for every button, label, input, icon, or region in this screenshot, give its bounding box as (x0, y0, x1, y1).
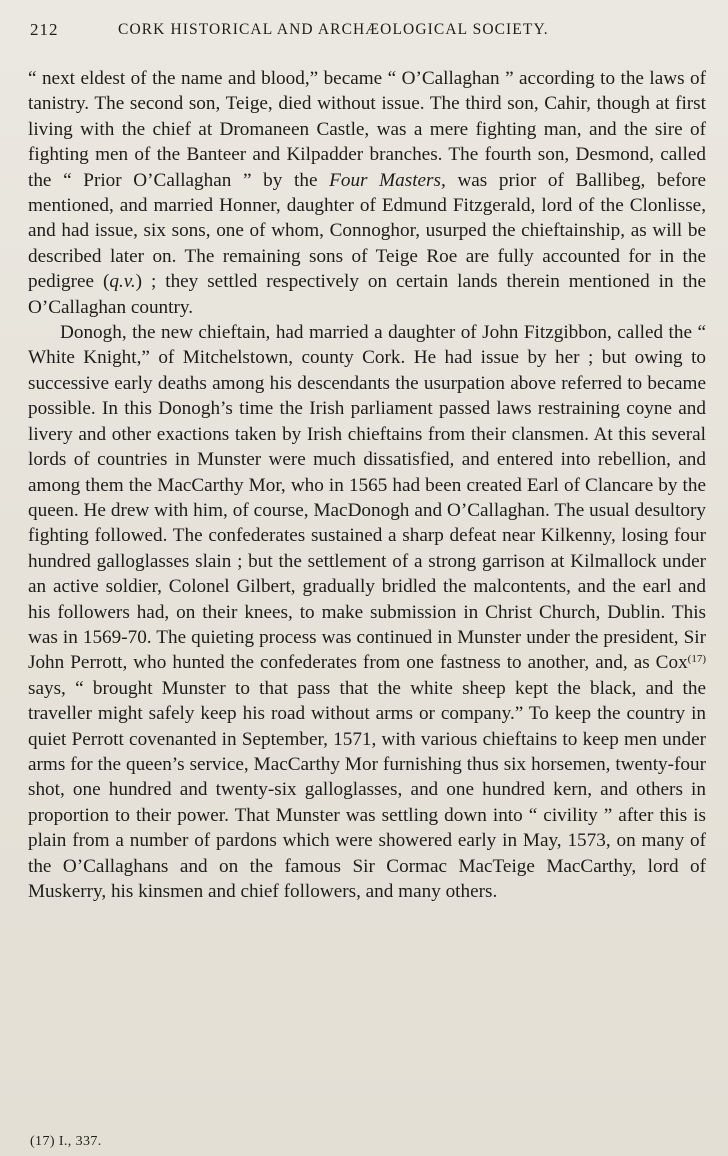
footnote: (17) I., 337. (30, 1134, 102, 1149)
page-header (30, 20, 698, 44)
italic-title-four-masters: Four Masters, (329, 169, 446, 191)
paragraph-1 (28, 66, 706, 320)
paragraph-1-text-a: “ next eldest of the name and blood,” became “ O’Callaghan ” according to the laws of tanistry. The second son, Teige, died without issue. The third son, Cahir, though at first living with the chief at Dromaneen Castle, was a mere fighting man, and the sire of fighting men of the Banteer and Kilpadder branches. The fourth son, Desmond, called the “ Prior O’Callaghan ” by the (28, 68, 706, 191)
footnote-reference: (17) (687, 653, 706, 666)
paragraph-2-text-b: says, “ brought Munster to that pass that the white sheep kept the black, and the traveller might safely keep his road without arms or company.” To keep the country in quiet Perrott covenanted in September, 1571, with various chieftains to keep men under arms for the queen’s service, MacCarthy Mor furnishing thus six horsemen, twenty-four shot, one hundred and twenty-six galloglasses, and one hundred kern, and others in proportion to their power. That Munster was settling down into “ civility ” after this is plain from a number of pardons which were showered early in May, 1573, on many of the O’Callaghans and on the famous Sir Cormac MacTeige MacCarthy, lord of Muskerry, his kinsmen and chief followers, and many others. (28, 677, 706, 902)
body-text (28, 66, 706, 904)
running-title: CORK HISTORICAL AND ARCHÆOLOGICAL SOCIETY. (118, 21, 549, 38)
paragraph-1-text-c: ) ; they settled respectively on certain lands therein mentioned in the O’Callaghan country. (28, 271, 706, 318)
italic-qv: q.v. (109, 271, 136, 293)
paragraph-2-text-a: Donogh, the new chieftain, had married a daughter of John Fitzgibbon, called the “ White Knight,” of Mitchelstown, county Cork. He had issue by her ; but owing to successive early deaths among his descendants the usurpation above referred to became possible. In this Donogh’s time the Irish parliament passed laws restraining coyne and livery and other exactions taken by Irish chieftains from their clansmen. At this several lords of countries in Munster were much dissatisfied, and entered into rebellion, and among them the MacCarthy Mor, who in 1565 had been created Earl of Clancare by the queen. He drew with him, of course, MacDonogh and O’Callaghan. The usual desultory fighting followed. The confederates sustained a sharp defeat near Kilkenny, losing four hundred galloglasses slain ; but the settlement of a strong garrison at Kilmallock under an active soldier, Colonel Gilbert, gradually bridled the malcontents, and the earl and his followers had, on their knees, to make submission in Christ Church, Dublin. This was in 1569-70. The quieting process was continued in Munster under the president, Sir John Perrott, who hunted the confederates from one fastness to another, and, as Cox (28, 322, 706, 674)
paragraph-2 (28, 320, 706, 904)
paragraph-1-text-b: was prior of Ballibeg, before mentioned, and married Honner, daughter of Edmund Fitzgerald, lord of the Clonlisse, and had issue, six sons, one of whom, Connoghor, usurped the chieftainship, as will be described later on. The remaining sons of Teige Roe are fully accounted for in the pedigree ( (28, 169, 706, 293)
page-number: 212 (30, 20, 59, 39)
